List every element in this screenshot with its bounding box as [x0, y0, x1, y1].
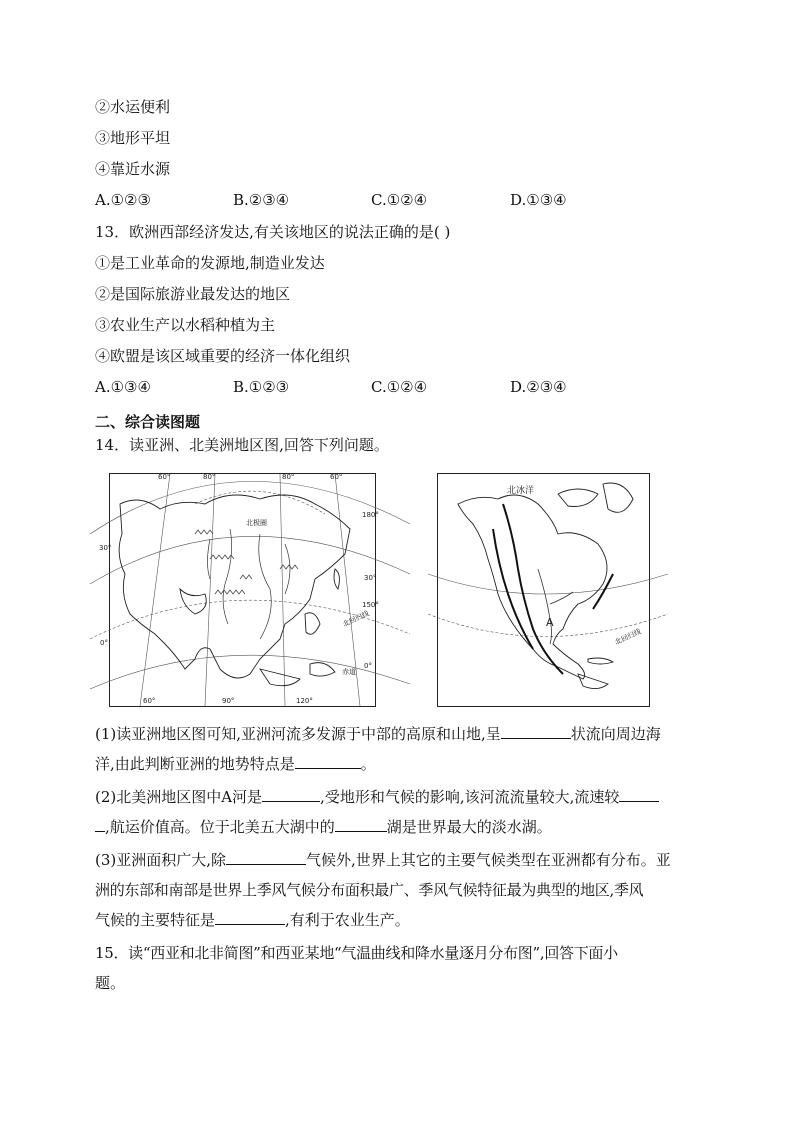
asia-label-lat0-right: 0° [364, 662, 372, 670]
q14-blank-5[interactable] [335, 816, 387, 832]
q12-choice-a[interactable]: A.①②③ [95, 191, 151, 209]
q14-part-1: (1)读亚洲地区图可知,亚洲河流多发源于中部的高原和山地,呈 状流向周边海 洋,由此判断亚洲的地势特点是 。 [95, 725, 661, 773]
asia-map [99, 473, 379, 707]
q14-blank-2[interactable] [295, 753, 361, 769]
asia-label-lon150: 150° [362, 601, 379, 609]
q14-blank-4[interactable] [619, 786, 659, 802]
asia-label-tropic: 北回归线 [341, 609, 371, 629]
q12-item-3: ③地形平坦 [95, 129, 171, 147]
asia-label-lon120-bottom: 120° [296, 697, 313, 705]
q15-stem: 15．读“西亚和北非简图”和西亚某地“气温曲线和降水量逐月分布图”,回答下面小 题。 [95, 944, 618, 992]
na-label-river-a: A [546, 616, 554, 629]
q12-choice-d[interactable]: D.①③④ [510, 191, 567, 209]
asia-label-lon80b-top: 80° [282, 473, 295, 481]
asia-map-drawing [110, 474, 375, 706]
asia-label-lon80-top: 80° [203, 473, 216, 481]
asia-label-lat0-left: 0° [100, 639, 108, 647]
asia-label-lon90-bottom: 90° [222, 697, 235, 705]
asia-label-lat30-right: 30° [364, 574, 377, 582]
q12-item-4: ④靠近水源 [95, 160, 171, 178]
asia-label-lon60-top: 60° [158, 473, 171, 481]
asia-label-lon60b-top: 60° [330, 473, 343, 481]
q13-choice-a[interactable]: A.①③④ [95, 378, 151, 396]
asia-label-lon60-bottom: 60° [143, 697, 156, 705]
q13-stem: 13．欧洲西部经济发达,有关该地区的说法正确的是( ) [95, 223, 451, 241]
q12-choice-b[interactable]: B.②③④ [233, 191, 290, 209]
asia-label-lat30-left: 30° [99, 544, 112, 552]
q14-part-3: (3)亚洲面积广大,除 气候外,世界上其它的主要气候类型在亚洲都有分布。亚 洲的东部和南部是世界上季风气候分布面积最广、季风气候特征最为典型的地区,季风 气候的主要特征是 ,有利于农业生产。 [95, 851, 671, 929]
q13-item-2: ②是国际旅游业最发达的地区 [95, 285, 291, 303]
asia-label-lon180: 180° [362, 511, 379, 519]
na-label-arctic-ocean: 北冰洋 [507, 486, 535, 496]
north-america-map [437, 473, 650, 707]
q14-blank-7[interactable] [215, 909, 285, 925]
q14-stem: 14．读亚洲、北美洲地区图,回答下列问题。 [95, 436, 389, 454]
asia-label-arctic: 北极圈 [246, 519, 267, 527]
q12-choice-c[interactable]: C.①②④ [371, 191, 428, 209]
asia-label-equator: 赤道 [342, 668, 356, 676]
north-america-map-drawing [438, 474, 649, 706]
q13-item-1: ①是工业革命的发源地,制造业发达 [95, 254, 325, 272]
section-title: 二、综合读图题 [95, 413, 201, 431]
q14-blank-4-cont[interactable] [95, 816, 105, 832]
q13-item-4: ④欧盟是该区域重要的经济一体化组织 [95, 347, 351, 365]
q14-blank-6[interactable] [226, 849, 306, 865]
q14-blank-1[interactable] [501, 723, 571, 739]
q13-choice-b[interactable]: B.①②③ [233, 378, 290, 396]
q13-choice-d[interactable]: D.②③④ [510, 378, 567, 396]
na-label-tropic: 北回归线 [613, 627, 643, 647]
q12-item-2: ②水运便利 [95, 98, 171, 116]
q14-part-2: (2)北美洲地区图中A河是 ,受地形和气候的影响,该河流流量较大,流速较 ,航运价值高。位于北美五大湖中的 湖是世界最大的淡水湖。 [95, 782, 695, 842]
q13-choice-c[interactable]: C.①②④ [371, 378, 428, 396]
q13-item-3: ③农业生产以水稻种植为主 [95, 316, 276, 334]
q14-blank-3[interactable] [262, 786, 320, 802]
